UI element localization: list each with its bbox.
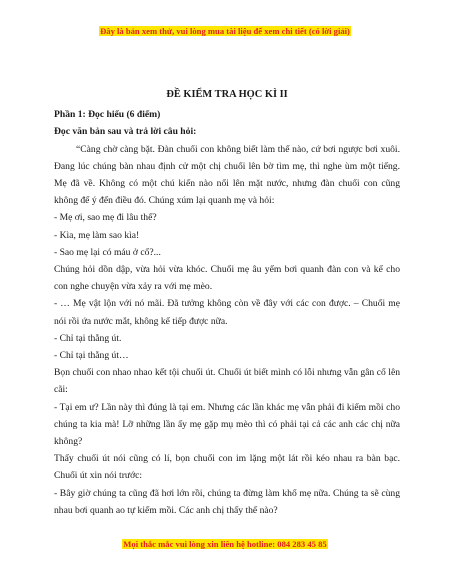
paragraph: Thấy chuối út nói cũng có lí, bọn chuối con im lặng một lát rồi kéo nhau ra bàn bạc. Chuối út xin nói trước:: [54, 453, 400, 482]
section-heading: Phần 1: Đọc hiểu (6 điểm): [54, 109, 161, 121]
preview-notice-banner: [0, 26, 450, 37]
instruction-heading: Đọc văn bản sau và trả lời câu hỏi:: [54, 126, 197, 138]
dialogue-line: - Sao mẹ lại có máu ở cổ?...: [54, 246, 161, 258]
dialogue-line: - Chỉ tại thằng út…: [54, 350, 129, 362]
dialogue-line: - Bây giờ chúng ta cũng đã hơi lớn rồi, chúng ta đừng làm khổ mẹ nữa. Chúng ta sẽ cùng nhau bơi quanh ao tự kiếm mồi. Các anh chị thấy thế nào?: [54, 487, 400, 516]
paragraph: Bọn chuối con nhao nhao kết tội chuối út. Chuối út biết mình có lỗi nhưng vẫn gân cổ lên cãi:: [54, 367, 400, 396]
dialogue-line: - Tại em ư? Lần này thì đúng là tại em. Nhưng các lần khác mẹ vẫn phải đi kiếm mồi cho chúng ta kia mà! Lỡ những lần ấy mẹ gặp mụ mèo thì có phải tại cả các anh các chị nữa không?: [54, 401, 400, 448]
hotline-text: Mọi thắc mắc vui lòng xin liên hệ hotline: 084 283 45 85: [123, 539, 327, 549]
hotline-banner: [0, 539, 450, 550]
dialogue-line: - Mẹ ơi, sao mẹ đi lâu thế?: [54, 212, 157, 224]
paragraph: “Càng chờ càng bặt. Đàn chuối con không biết làm thế nào, cứ bơi ngược bơi xuôi. Đang lúc chúng bàn nhau định cử một chị chuối lên bờ tìm mẹ, thì nghe ùm một tiếng. Mẹ đã về. Không có một chú kiến nào nổi lên mặt nước, nhưng đàn chuối con cũng không để ý đến điều đó. Chúng xúm lại quanh mẹ và hỏi:: [54, 143, 400, 207]
preview-notice-text: Đây là bản xem thử, vui lòng mua tài liệu để xem chi tiết (có lời giải): [100, 26, 350, 36]
dialogue-line: - … Mẹ vật lộn với nó mãi. Đã tưởng không còn về đây với các con được. – Chuối mẹ nói rồi ứa nước mắt, không kể tiếp được nữa.: [54, 298, 400, 327]
document-body: [54, 86, 400, 519]
page-title: ĐỀ KIỂM TRA HỌC KÌ II: [166, 89, 288, 100]
dialogue-line: - Kìa, mẹ làm sao kìa!: [54, 229, 140, 241]
dialogue-line: - Chỉ tại thằng út.: [54, 332, 122, 344]
paragraph: Chúng hỏi dồn dập, vừa hỏi vừa khóc. Chuối mẹ âu yếm bơi quanh đàn con và kể cho con nghe chuyện vừa xảy ra với mẹ mèo.: [54, 264, 400, 293]
